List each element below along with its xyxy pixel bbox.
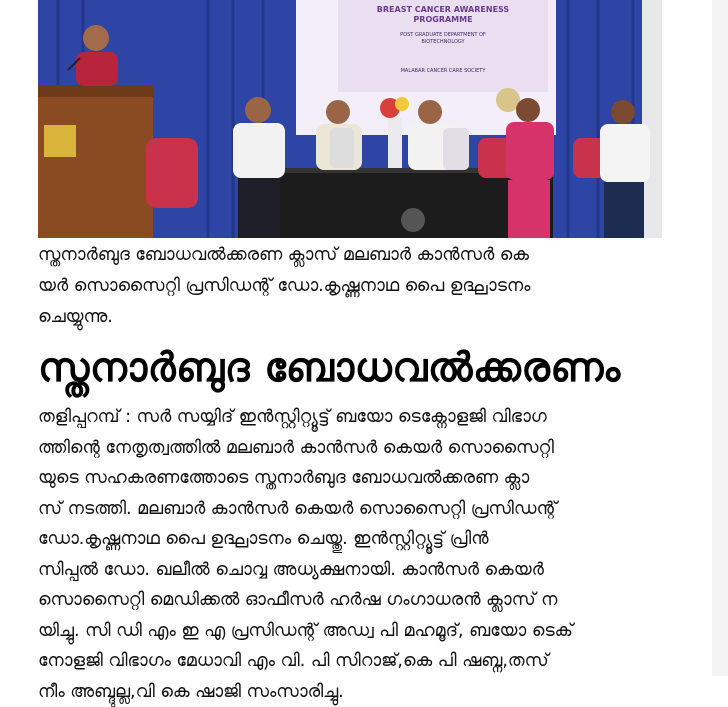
- body-line: യിച്ചു. സി ഡി എം ഇ എ പ്രസിഡന്റ് അഡ്വ പി മഹമൂദ്, ബയോ ടെക്: [38, 616, 688, 647]
- body-line: യുടെ സഹകരണത്തോടെ സ്തനാർബുദ ബോധവൽക്കരണ ക്ലാ: [38, 463, 688, 494]
- page-edge: [712, 0, 728, 676]
- podium: [38, 85, 153, 238]
- banner-society: MALABAR CANCER CARE SOCIETY: [401, 68, 487, 74]
- caption-line: യർ സൊസൈറ്റി പ്രസിഡന്റ് ഡോ.കൃഷ്ണനാഥ പൈ ഉദ്ഘാടനം: [38, 271, 668, 302]
- article-headline: സ്തനാർബുദ ബോധവൽക്കരണം: [38, 336, 698, 400]
- body-line: സ് നടത്തി. മലബാർ കാൻസർ കെയർ സൊസൈറ്റി പ്രസിഡന്റ്: [38, 494, 688, 525]
- article-body: [38, 402, 688, 707]
- body-line: തളിപ്പറമ്പ് : സർ സയ്യിദ് ഇൻസ്റ്റിറ്റ്യൂട്ട് ബയോ ടെക്നോളജി വിഭാഗ: [38, 402, 688, 433]
- banner-dept-2: BIOTECHNOLOGY: [421, 39, 465, 45]
- banner-dept: POST GRADUATE DEPARTMENT OF: [400, 32, 486, 38]
- caption-line: ചെയ്യുന്നു.: [38, 302, 668, 333]
- photo-caption: [38, 240, 668, 333]
- body-line: നോളജി വിഭാഗം മേധാവി എം വി. പി സിറാജ്,കെ പി ഷബ്ന,തസ്: [38, 646, 688, 677]
- body-line: നീം അബ്ദുല്ല,വി കെ ഷാജി സംസാരിച്ചു.: [38, 677, 688, 707]
- banner-title: BREAST CANCER AWARENESS: [377, 5, 510, 14]
- caption-line: സ്തനാർബുദ ബോധവൽക്കരണ ക്ലാസ് മലബാർ കാൻസർ കെ: [38, 240, 668, 271]
- body-line: ത്തിന്റെ നേതൃത്വത്തിൽ മലബാർ കാൻസർ കെയർ സൊസൈറ്റി: [38, 433, 688, 464]
- banner-title-2: PROGRAMME: [413, 15, 472, 24]
- event-photo-illustration: [38, 0, 662, 238]
- body-line: സൊസൈറ്റി മെഡിക്കൽ ഓഫീസർ ഹർഷ ഗംഗാധരൻ ക്ലാസ് ന: [38, 585, 688, 616]
- body-line: സിപ്പൽ ഡോ. ഖലീൽ ചൊവ്വ അധ്യക്ഷനായി. കാൻസർ കെയർ: [38, 555, 688, 586]
- body-line: ഡോ.കൃഷ്ണനാഥ പൈ ഉദ്ഘാടനം ചെയ്തു. ഇൻസ്റ്റിറ്റ്യൂട്ട് പ്രിൻ: [38, 524, 688, 555]
- event-photo: [38, 0, 662, 238]
